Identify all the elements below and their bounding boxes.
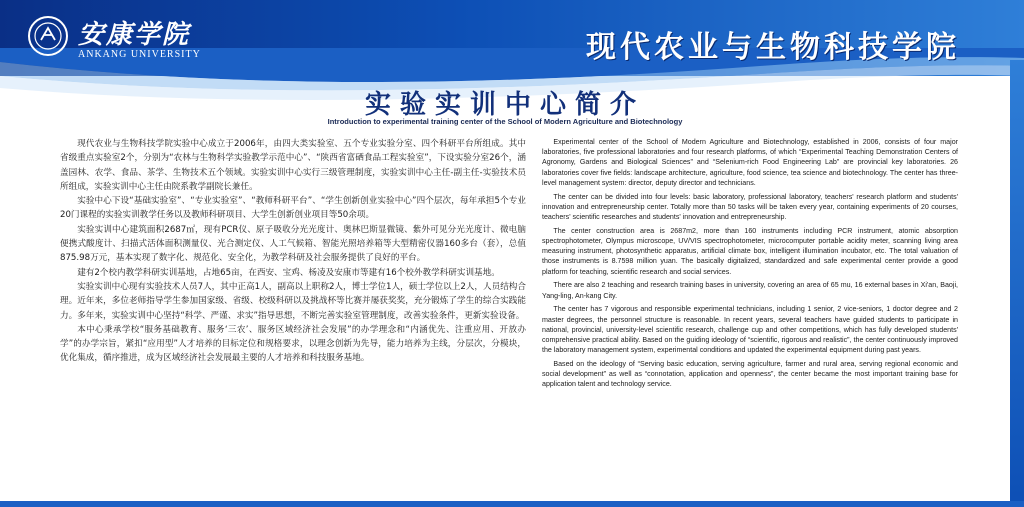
university-name-en: ANKANG UNIVERSITY xyxy=(78,49,201,60)
school-name: 现代农业与生物科技学院 xyxy=(586,30,960,65)
en-paragraph: The center construction area is 2687m2, more than 160 instruments including PCR instrument, atomic absorption spectrophotometer, Olympus microscope, UV/VIS spectrophotometer, microcomputer portable acidity meter, scanning living area measuring instrument, photosynthetic apparatus, artificial climate box, intelligent illumination incubator, etc. The total valuation of those instruments is 8.7598 million yuan. The basically digitalized, standardized and safe experimental center provide a good platform for teaching, scientific research and social services. xyxy=(542,226,958,276)
cn-paragraph: 本中心秉承学校“服务基础教育、服务‘三农’、服务区域经济社会发展”的办学理念和“内涵优先、注重应用、开放办学”的办学宗旨，紧扣“应用型”人才培养的目标定位和规格要求，以理念创新为先导，能力培养为主线，分层次，分模块，优化集成，循序推进，成为区域经济社会发展最主要的人才培养和科技服务基地。 xyxy=(60,324,526,364)
chinese-introduction xyxy=(60,137,526,366)
en-paragraph: Based on the ideology of “Serving basic education, serving agriculture, farmer and rural area, serving regional economic and social development” as well as “connotation, application and openness”, the center became the most important training base for application talent and technology service. xyxy=(542,360,958,389)
en-paragraph: The center has 7 vigorous and responsible experimental technicians, including 1 senior, 2 vice-seniors, 1 doctor degree and 2 master degrees, the personnel structure is reasonable. In recent years, several teachers have guided students to participate in national, provincial, university-level scientific research, challenge cup and other competitions, which has fully developed students' comprehensive practical ability. Based on the guiding ideology of “scientific, rigorous and realistic”, the center continuously improved the laboratory management system, experimental conditions and updated the experimental equipment during past years. xyxy=(542,305,958,355)
university-seal-icon xyxy=(28,16,68,56)
page-title: 实验实训中心简介 xyxy=(364,90,645,120)
university-name-cn: 安康学院 xyxy=(78,20,191,50)
cn-paragraph: 现代农业与生物科技学院实验中心成立于2006年，由四大类实验室、五个专业实验分室、四个科研平台所组成。其中省级重点实验室2个，分别为“农林与生物科学实验教学示范中心”、“陕西省富硒食品工程实验室”，下设实验分室26个，涵盖园林、农学、食品、茶学、生物技术五个领域。实验实训中心实行三级管理制度，实验实训中心主任-副主任-实验技术员所组成，实验实训中心主任由院系教学副院长兼任。 xyxy=(60,139,526,192)
bottom-edge-strip xyxy=(0,501,1024,507)
en-paragraph: There are also 2 teaching and research training bases in university, covering an area of 65 mu, 16 external bases in Xi'an, Baoji, Yang-ling, An-kang City. xyxy=(542,281,958,300)
university-logo xyxy=(28,14,288,66)
cn-paragraph: 实验中心下设“基础实验室”、“专业实验室”、“教师科研平台”、“学生创新创业实验中心”四个层次，每年承担5个专业20门课程的实验实训教学任务以及教师科研项目、大学生创新创业项目等50余项。 xyxy=(60,196,526,221)
english-introduction xyxy=(542,137,958,393)
cn-paragraph: 建有2个校内教学科研实训基地，占地65亩，在西安、宝鸡、杨凌及安康市等建有16个校外教学科研实训基地。 xyxy=(77,267,500,278)
page-subtitle: Introduction to experimental training center of the School of Modern Agriculture and Biotechnology xyxy=(327,117,683,126)
right-edge-strip xyxy=(1010,60,1024,507)
cn-paragraph: 实验实训中心现有实验技术人员7人，其中正高1人，副高以上职称2人，博士学位1人，硕士学位以上2人，人员结构合理。近年来，多位老师指导学生参加国家级、省级、校级科研以及挑战杯等比赛并屡获奖奖，充分锻炼了学生的综合实践能力。多年来，实验实训中心坚持“科学、严谨、求实”指导思想，不断完善实验室管理制度，改善实验条件，更新实验设备。 xyxy=(60,281,526,321)
en-paragraph: Experimental center of the School of Modern Agriculture and Biotechnology, established in 2006, consists of four major laboratories, five professional laboratories and four research platforms, of which “Experimental Teaching Demonstration Centers of Agronomy, Gardens and Biological Sciences” and “Selenium-rich Food Engineering Lab” are provincial key laboratories. 26 laboratories cover five fields: landscape architecture, agriculture, food science, tea science and biotechnology. The center has three-level management system: director, deputy director and technicians. xyxy=(542,138,958,187)
cn-paragraph: 实验实训中心建筑面积2687㎡，现有PCR仪、原子吸收分光光度计、奥林巴斯显微镜、紫外可见分光光度计、微电脑便携式酸度计、扫描式活体面积测量仪、光合测定仪、人工气候箱、智能光照培养箱等大型精密仪器160多台（套），总值875.98万元，基本实现了数字化、规范化、安全化，为教学科研及社会服务提供了良好的平台。 xyxy=(60,224,526,264)
en-paragraph: The center can be divided into four levels: basic laboratory, professional laboratory, teachers' research platform and students' innovation and entrepreneurship center. Totally more than 50 tasks will be taken every year, containing experiments of 20 courses, teachers' scientific researches and students' innovation and entrepreneurship. xyxy=(542,192,958,222)
